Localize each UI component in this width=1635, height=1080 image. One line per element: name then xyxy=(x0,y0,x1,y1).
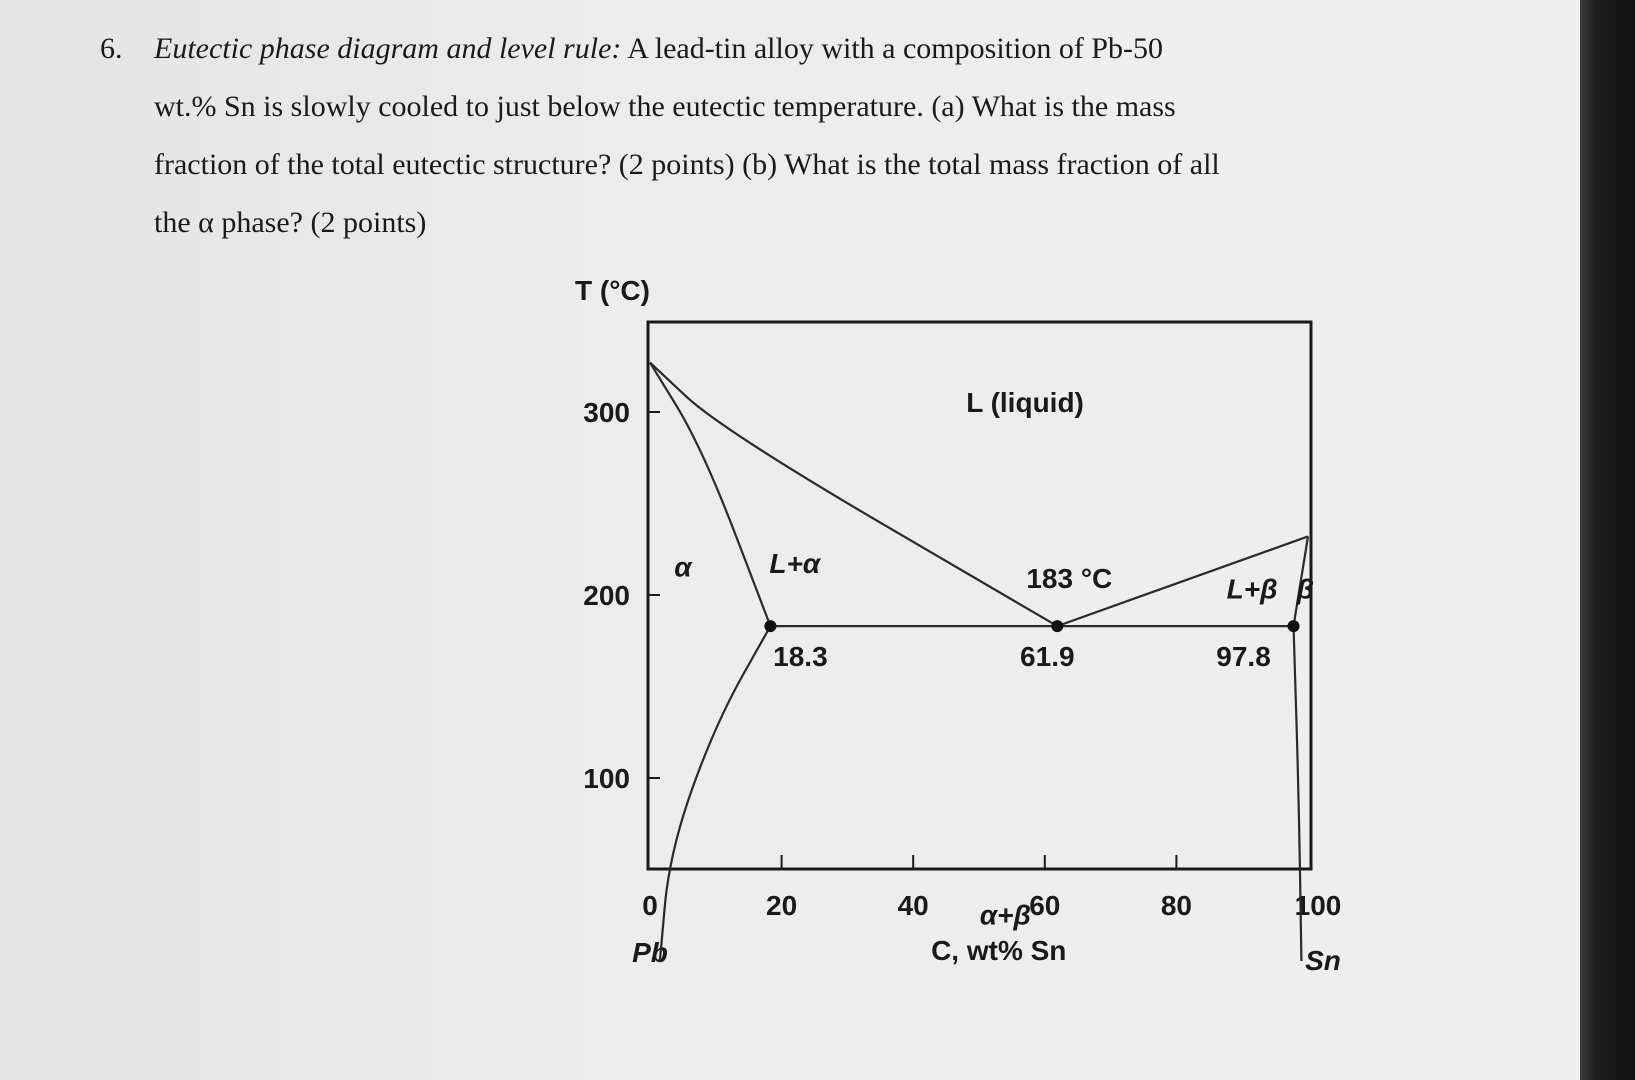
region-label: L (liquid) xyxy=(966,387,1084,418)
question-line-4: the α phase? (2 points) xyxy=(154,206,427,239)
question-number: 6. xyxy=(100,32,123,65)
boundary-solvus-alpha xyxy=(660,626,771,961)
alpha-max-solubility-label: 18.3 xyxy=(773,641,828,673)
y-tick-label: 300 xyxy=(583,397,630,428)
region-label: α+β xyxy=(979,899,1031,931)
beta-max-solubility-label: 97.8 xyxy=(1216,641,1271,673)
region-label: β xyxy=(1296,573,1315,605)
x-tick-label: 40 xyxy=(897,890,929,921)
x-tick-label: 0 xyxy=(642,890,658,921)
eutectic-point-dot xyxy=(1051,620,1063,632)
eutectic-temperature-label: 183 °C xyxy=(1026,563,1113,595)
x-tick-label: 20 xyxy=(766,890,798,921)
x-axis-label: C, wt% Sn xyxy=(931,935,1067,966)
question-line-3: fraction of the total eutectic structure? (2 points) (b) What is the total mass fraction of all xyxy=(154,148,1220,181)
y-tick-label: 100 xyxy=(583,763,630,794)
endpoint-label-pb: Pb xyxy=(632,937,668,968)
beta-max-solubility-dot xyxy=(1288,620,1300,632)
x-tick-label: 60 xyxy=(1029,890,1061,921)
question-line-2: wt.% Sn is slowly cooled to just below the eutectic temperature. (a) What is the mass xyxy=(154,90,1176,123)
eutectic-point-label: 61.9 xyxy=(1020,641,1075,673)
y-tick-label: 200 xyxy=(583,580,630,611)
region-label: L+α xyxy=(769,548,821,580)
x-tick-label: 100 xyxy=(1294,890,1342,921)
x-tick-label: 80 xyxy=(1160,890,1192,921)
region-label: α xyxy=(674,551,692,583)
alpha-max-solubility-dot xyxy=(764,620,776,632)
boundary-solidus-alpha xyxy=(650,363,770,627)
endpoint-label-sn: Sn xyxy=(1305,945,1341,976)
question-line-1-rest: A lead-tin alloy with a composition of Pb-50 xyxy=(621,32,1163,65)
y-axis-label: T (°C) xyxy=(575,275,650,306)
region-label: L+β xyxy=(1226,573,1278,605)
question-topic: Eutectic phase diagram and level rule: xyxy=(154,32,622,65)
